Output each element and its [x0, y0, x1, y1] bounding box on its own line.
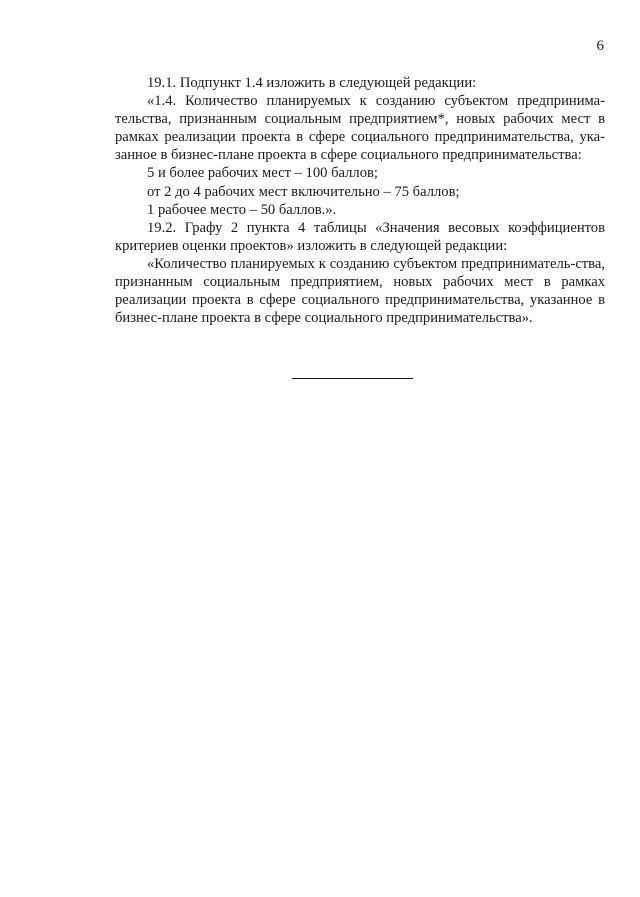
document-body — [115, 74, 605, 327]
paragraph-1-4-quote: «1.4. Количество планируемых к созданию субъектом предпринима-тельства, признанным социальным предприятием*, новых рабочих мест в рамках реализации проекта в сфере социального предпринимательства, ука-занное в бизнес-плане проекта в сфере социального предпринимательства: — [115, 93, 605, 164]
end-separator-line — [292, 378, 413, 379]
score-item-1: 1 рабочее место – 50 баллов.». — [147, 201, 337, 218]
paragraph-column-2-quote: «Количество планируемых к созданию субъектом предприниматель-ства, признанным социальным предприятием, новых рабочих мест в рамках реализации проекта в сфере социального предпринимательства, указанное в бизнес-плане проекта в сфере социального предпринимательства». — [115, 255, 605, 327]
paragraph-19-2: 19.2. Графу 2 пункта 4 таблицы «Значения весовых коэффициентов критериев оценки проектов» изложить в следующей редакции: — [115, 219, 605, 254]
paragraph-19-1: 19.1. Подпункт 1.4 изложить в следующей редакции: — [147, 75, 477, 91]
page-number: 6 — [596, 38, 604, 54]
score-item-2-to-4: от 2 до 4 рабочих мест включительно – 75 баллов; — [147, 183, 460, 200]
score-item-5-plus: 5 и более рабочих мест – 100 баллов; — [147, 165, 378, 182]
